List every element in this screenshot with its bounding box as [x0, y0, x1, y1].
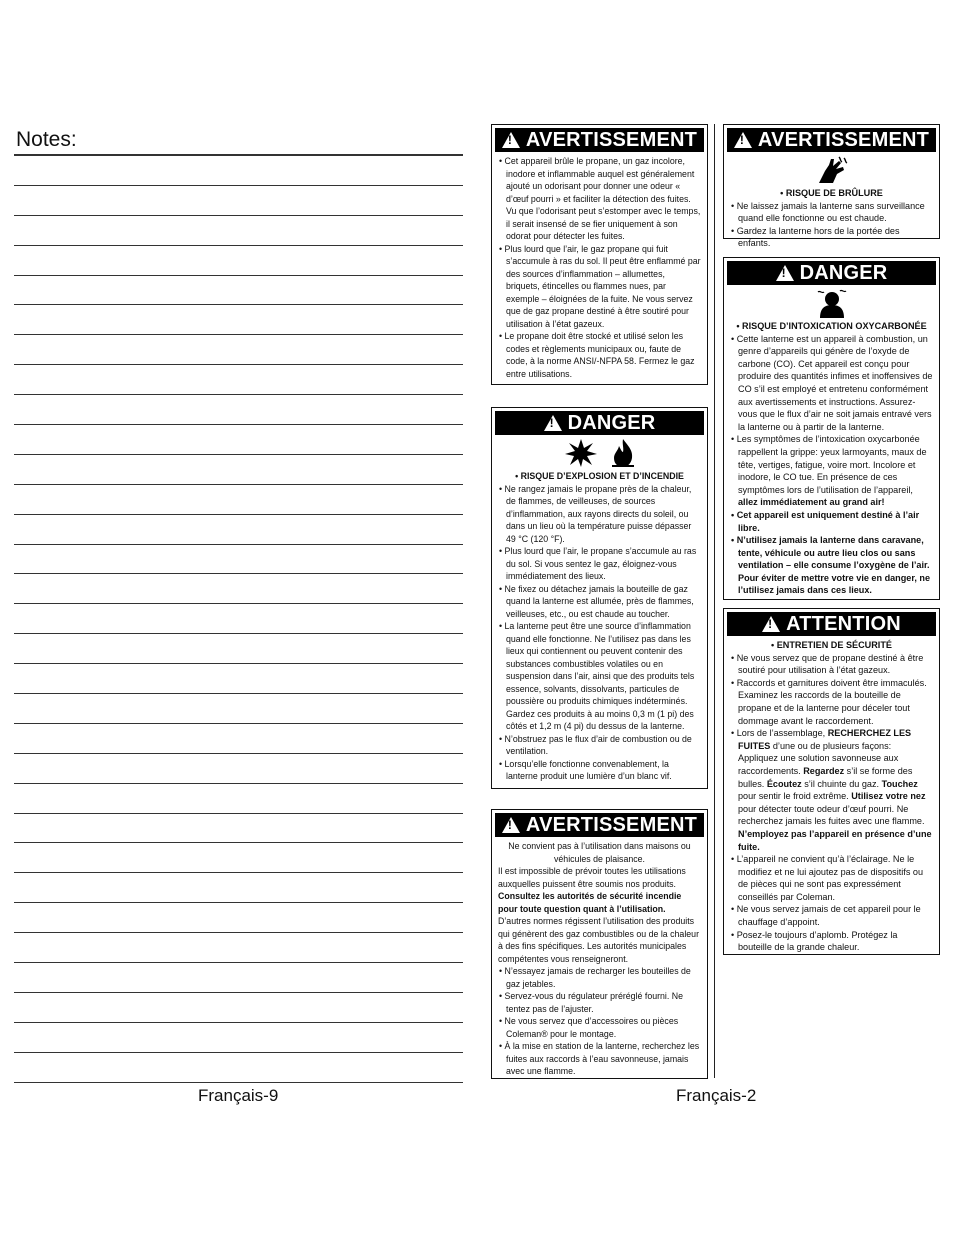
notes-title: Notes:: [16, 128, 77, 151]
list-item: • Gardez la lanterne hors de la portée des enfants.: [730, 225, 933, 250]
warning-usage-box: [491, 809, 708, 1079]
list-item: • Ne vous servez que d’accessoires ou pièces Coleman® pour le montage.: [498, 1015, 701, 1040]
fire-icon: [610, 438, 636, 468]
usage-intro: Ne convient pas à l’utilisation dans maisons ou véhicules de plaisance.: [508, 841, 691, 864]
notes-lines: [14, 154, 463, 1083]
usage-text: Il est impossible de prévoir toutes les utilisations auxquelles puissent être soumis nos produits.: [498, 866, 686, 889]
co-subtitle: • RISQUE D’INTOXICATION OXYCARBONÉE: [736, 321, 927, 331]
burning-hand-icon: [815, 155, 849, 185]
list-item: • La lanterne peut être une source d’inflammation quand elle fonctionne. Ne l’utilisez pas dans les lieux qui contiennent ou peuvent contenir des substances combustibles volatiles ou en suspension dans l’air, ainsi que des produits tels essence, solvants, dissolvants, particules de poussière ou produits chimiques indéterminés. Gardez ces produits à au moins 0,3 m (1 pi) des côtés et 1,2 m (4 pi) du dessus de la lanterne.: [498, 620, 701, 733]
list-item: • N’obstruez pas le flux d’air de combustion ou de ventilation.: [498, 733, 701, 758]
warning-triangle-icon: [762, 616, 780, 632]
list-item: • N’utilisez jamais la lanterne dans caravane, tente, véhicule ou autre lieu clos ou sans ventilation – elle consume l’oxygène de l’air. Pour éviter de mettre votre vie en danger, ne l’utilisez jamais dans ces lieux.: [730, 534, 933, 597]
page-number-left: Français-9: [198, 1086, 279, 1105]
list-item: • Ne vous servez jamais de cet appareil pour le chauffage d’appoint.: [730, 903, 933, 928]
warning-triangle-icon: [544, 415, 562, 431]
attention-header: ! ATTENTION: [727, 612, 936, 636]
list-item: • Cet appareil brûle le propane, un gaz incolore, inodore et inflammable auquel est généralement ajouté un odorisant pour donner une odeur « d’œuf pourri » et faciliter la détection des fuites. Vu que l’odorisant peut s’estomper avec le temps, il serait insensé de se fier uniquement à son odorat pour détecter les fuites.: [498, 155, 701, 243]
list-item: • Ne rangez jamais le propane près de la chaleur, de flammes, de veilleuses, de sources d’inflammation, aux rayons directs du soleil, ou dans un lieu où la température puisse dépasser 49 °C (120 °F).: [498, 483, 701, 546]
warning-propane-box: [491, 124, 708, 385]
usage-text: D’autres normes régissent l’utilisation des produits qui génèrent des gaz combustibles ou de la chaleur à des fins spécifiques. Les autorités municipales compétentes vous renseigneront.: [498, 916, 699, 964]
danger-subtitle: • RISQUE D’EXPLOSION ET D’INCENDIE: [515, 471, 684, 481]
explosion-icon: [564, 438, 598, 468]
warning-burn-box: [723, 124, 940, 249]
warning-triangle-icon: [502, 132, 520, 148]
list-item: • Ne fixez ou détachez jamais la bouteille de gaz quand la lanterne est allumée, près de flammes, veilleuses, etc., ou est chaude au toucher.: [498, 583, 701, 621]
attention-maintenance-box: [723, 608, 940, 955]
list-item: • Plus lourd que l’air, le gaz propane qui fuit s’accumule à ras du sol. Il peut être enflammé par des sources d’inflammation – allumettes, briquets, étincelles ou flammes nues, par exemple – éloignées de la fuite. Ne vous servez que de gaz propane destiné à être soutiré pour utilisation à l’état gazeux.: [498, 243, 701, 331]
column-divider: [714, 124, 715, 1078]
list-item: • N’essayez jamais de recharger les bouteilles de gaz jetables.: [498, 965, 701, 990]
list-item: • À la mise en station de la lanterne, recherchez les fuites aux raccords à l’eau savonneuse, jamais avec une flamme.: [498, 1040, 701, 1078]
list-item: • Les symptômes de l’intoxication oxycarbonée rappellent la grippe: yeux larmoyants, maux de tête, vertiges, fatigue, voire mort. Incolore et inodore, le CO tue. En présence de ces symptômes lors de l’utilisation de l’appareil, allez immédiatement au grand air!: [730, 433, 933, 509]
list-item: • Raccords et garnitures doivent être immaculés. Examinez les raccords de la bouteille de propane et de la lanterne pour déceler tout dommage avant le raccordement.: [730, 677, 933, 727]
list-item: • Lors de l’assemblage, RECHERCHEZ LES FUITES d’une ou de plusieurs façons: Appliquez une solution savonneuse aux raccordements. Regardez s’il se forme des bulles. Écoutez s’il chuinte du gaz. Touchez pour sentir le froid extrême. Utilisez votre nez pour détecter toute odeur d’œuf pourri. Ne recherchez jamais les fuites avec une flamme. N’employez pas l’appareil en présence d’une fuite.: [730, 727, 933, 853]
warning-triangle-icon: [776, 265, 794, 281]
burn-subtitle: • RISQUE DE BRÛLURE: [780, 188, 883, 198]
danger-header: ! DANGER: [495, 411, 704, 435]
warning-triangle-icon: [502, 817, 520, 833]
list-item: • Ne vous servez que de propane destiné à être soutiré pour utilisation à l’état gazeux.: [730, 652, 933, 677]
warning-header: ! AVERTISSEMENT: [727, 128, 936, 152]
list-item: • Lorsqu’elle fonctionne convenablement, la lanterne produit une lumière d’un blanc vif.: [498, 758, 701, 783]
list-item: • Cet appareil est uniquement destiné à l’air libre.: [730, 509, 933, 534]
list-item: • L’appareil ne convient qu’à l’éclairage. Ne le modifiez et ne lui ajoutez pas de dispositifs ou de pièces qui ne sont pas expressément conseillés par Coleman.: [730, 853, 933, 903]
warning-header: ! AVERTISSEMENT: [495, 128, 704, 152]
attention-subtitle: • ENTRETIEN DE SÉCURITÉ: [771, 640, 892, 650]
danger-co-box: [723, 257, 940, 600]
page-number-right: Français-2: [676, 1086, 757, 1105]
list-item: • Plus lourd que l’air, le propane s’accumule au ras du sol. Si vous sentez le gaz, éloignez-vous immédiatement des lieux.: [498, 545, 701, 583]
warning-header: ! AVERTISSEMENT: [495, 813, 704, 837]
list-item: • Posez-le toujours d’aplomb. Protégez la bouteille de la grande chaleur.: [730, 929, 933, 954]
danger-explosion-box: [491, 407, 708, 789]
co-poisoning-icon: [816, 288, 848, 318]
list-item: • Ne laissez jamais la lanterne sans surveillance quand elle fonctionne ou est chaude.: [730, 200, 933, 225]
list-item: • Servez-vous du régulateur préréglé fourni. Ne tentez pas de l’ajuster.: [498, 990, 701, 1015]
warning-triangle-icon: [734, 132, 752, 148]
list-item: • Cette lanterne est un appareil à combustion, un genre d’appareils qui génère de l’oxyde de carbone (CO). Cet appareil est conçu pour produire des quantités infimes et inoffensives de CO s’il est employé et entretenu conformément aux avertissements et instructions. Assurez-vous que le flux d’air ne soit jamais entravé vers la lanterne ou à partir de la lanterne.: [730, 333, 933, 434]
usage-text-bold: Consultez les autorités de sécurité incendie pour toute question quant à l’utilisation.: [498, 891, 682, 914]
danger-header: ! DANGER: [727, 261, 936, 285]
list-item: • Le propane doit être stocké et utilisé selon les codes et règlements municipaux ou, faute de code, à la norme ANSI/-NFPA 58. Fermez le gaz entre utilisations.: [498, 330, 701, 380]
